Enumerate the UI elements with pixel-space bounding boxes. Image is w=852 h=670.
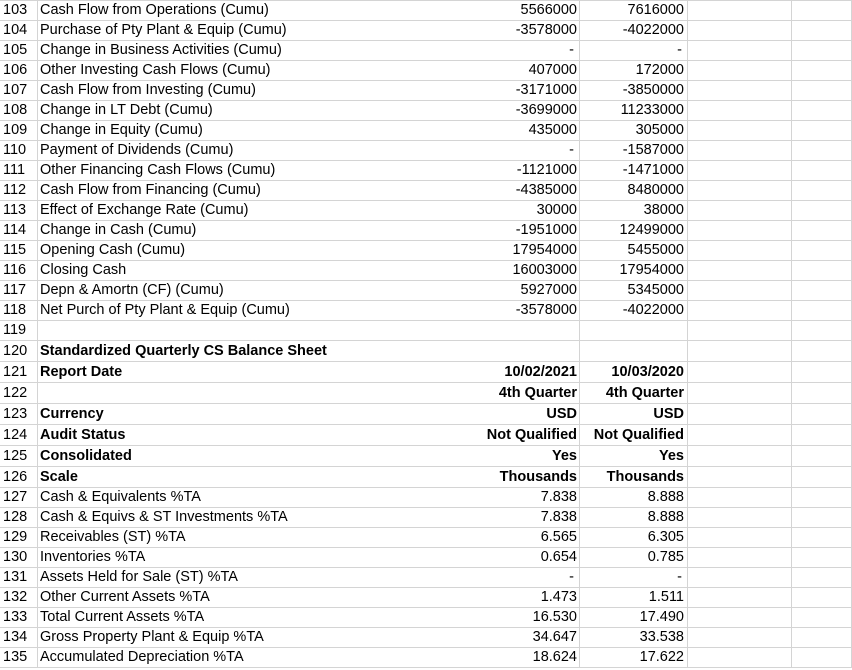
label-cell[interactable]: Payment of Dividends (Cumu) bbox=[40, 142, 234, 158]
value-cell-col1[interactable]: - bbox=[480, 141, 580, 160]
label-cell[interactable]: Scale bbox=[40, 469, 78, 485]
value-cell-col2[interactable] bbox=[580, 341, 688, 361]
empty-cell[interactable] bbox=[688, 221, 792, 240]
empty-cell[interactable] bbox=[792, 41, 852, 60]
empty-cell[interactable] bbox=[792, 648, 852, 667]
value-cell-col2[interactable]: 17954000 bbox=[580, 261, 688, 280]
empty-cell[interactable] bbox=[688, 21, 792, 40]
empty-cell[interactable] bbox=[792, 261, 852, 280]
value-cell-col2[interactable]: 172000 bbox=[580, 61, 688, 80]
table-row bbox=[0, 281, 852, 301]
label-cell[interactable]: Gross Property Plant & Equip %TA bbox=[40, 629, 264, 645]
empty-cell[interactable] bbox=[792, 121, 852, 140]
empty-cell[interactable] bbox=[792, 281, 852, 300]
value-cell-col1[interactable]: 407000 bbox=[480, 61, 580, 80]
value-cell-col1[interactable]: 435000 bbox=[480, 121, 580, 140]
empty-cell[interactable] bbox=[688, 141, 792, 160]
empty-cell[interactable] bbox=[792, 508, 852, 527]
label-cell[interactable]: Change in Business Activities (Cumu) bbox=[40, 42, 282, 58]
table-row bbox=[0, 628, 852, 648]
empty-cell[interactable] bbox=[792, 383, 852, 403]
label-cell[interactable]: Cash Flow from Investing (Cumu) bbox=[40, 82, 256, 98]
value-cell-col2[interactable]: Thousands bbox=[580, 467, 688, 487]
row-number[interactable]: 124 bbox=[0, 425, 38, 445]
value-cell-col2[interactable]: Yes bbox=[580, 446, 688, 466]
value-cell-col1[interactable]: Yes bbox=[480, 446, 580, 466]
table-row bbox=[0, 508, 852, 528]
label-cell[interactable]: Audit Status bbox=[40, 427, 126, 443]
label-cell[interactable]: Change in Cash (Cumu) bbox=[40, 222, 197, 238]
table-row bbox=[0, 425, 852, 446]
table-row bbox=[0, 181, 852, 201]
table-row bbox=[0, 467, 852, 488]
row-number[interactable]: 106 bbox=[0, 61, 38, 80]
row-number[interactable]: 129 bbox=[0, 528, 38, 547]
empty-cell[interactable] bbox=[688, 383, 792, 403]
value-cell-col1[interactable]: -3578000 bbox=[480, 301, 580, 320]
table-row bbox=[0, 161, 852, 181]
value-cell-col1[interactable]: 30000 bbox=[480, 201, 580, 220]
row-number[interactable]: 103 bbox=[0, 1, 38, 20]
label-cell[interactable]: Receivables (ST) %TA bbox=[40, 529, 186, 545]
table-row bbox=[0, 121, 852, 141]
value-cell-col2[interactable]: -4022000 bbox=[580, 21, 688, 40]
value-cell-col1[interactable]: -3171000 bbox=[480, 81, 580, 100]
value-cell-col2[interactable]: -3850000 bbox=[580, 81, 688, 100]
row-number[interactable]: 117 bbox=[0, 281, 38, 300]
empty-cell[interactable] bbox=[688, 261, 792, 280]
empty-cell[interactable] bbox=[688, 341, 792, 361]
table-row bbox=[0, 341, 852, 362]
value-cell-col2[interactable]: 33.538 bbox=[580, 628, 688, 647]
table-row bbox=[0, 648, 852, 668]
value-cell-col1[interactable]: -1121000 bbox=[480, 161, 580, 180]
label-cell[interactable]: Depn & Amortn (CF) (Cumu) bbox=[40, 282, 224, 298]
empty-cell[interactable] bbox=[688, 161, 792, 180]
table-row bbox=[0, 488, 852, 508]
row-number[interactable]: 125 bbox=[0, 446, 38, 466]
value-cell-col2[interactable]: 305000 bbox=[580, 121, 688, 140]
empty-cell[interactable] bbox=[792, 161, 852, 180]
empty-cell[interactable] bbox=[688, 488, 792, 507]
label-cell[interactable]: Cash Flow from Operations (Cumu) bbox=[40, 2, 269, 18]
table-row bbox=[0, 568, 852, 588]
empty-cell[interactable] bbox=[792, 628, 852, 647]
empty-cell[interactable] bbox=[792, 81, 852, 100]
row-number[interactable]: 127 bbox=[0, 488, 38, 507]
empty-cell[interactable] bbox=[688, 446, 792, 466]
value-cell-col2[interactable]: USD bbox=[580, 404, 688, 424]
label-cell[interactable]: Total Current Assets %TA bbox=[40, 609, 205, 625]
label-cell[interactable]: Other Current Assets %TA bbox=[40, 589, 210, 605]
empty-cell[interactable] bbox=[792, 141, 852, 160]
empty-cell[interactable] bbox=[688, 648, 792, 667]
empty-cell[interactable] bbox=[792, 446, 852, 466]
empty-cell[interactable] bbox=[792, 21, 852, 40]
value-cell-col2[interactable]: 12499000 bbox=[580, 221, 688, 240]
label-cell[interactable]: Opening Cash (Cumu) bbox=[40, 242, 186, 258]
label-cell[interactable]: Assets Held for Sale (ST) %TA bbox=[40, 569, 238, 585]
empty-cell[interactable] bbox=[688, 568, 792, 587]
value-cell-col1[interactable]: 4th Quarter bbox=[480, 383, 580, 403]
row-number[interactable]: 104 bbox=[0, 21, 38, 40]
empty-cell[interactable] bbox=[688, 548, 792, 567]
row-number[interactable]: 123 bbox=[0, 404, 38, 424]
value-cell-col1[interactable]: 16.530 bbox=[480, 608, 580, 627]
row-number[interactable]: 113 bbox=[0, 201, 38, 220]
empty-cell[interactable] bbox=[688, 1, 792, 20]
empty-cell[interactable] bbox=[688, 404, 792, 424]
table-row bbox=[0, 41, 852, 61]
table-row bbox=[0, 261, 852, 281]
empty-cell[interactable] bbox=[688, 508, 792, 527]
empty-cell[interactable] bbox=[792, 568, 852, 587]
empty-cell[interactable] bbox=[688, 321, 792, 340]
value-cell-col1[interactable]: 5566000 bbox=[480, 1, 580, 20]
value-cell-col1[interactable]: 34.647 bbox=[480, 628, 580, 647]
empty-cell[interactable] bbox=[688, 281, 792, 300]
label-cell[interactable]: Consolidated bbox=[40, 448, 132, 464]
value-cell-col1[interactable]: 17954000 bbox=[480, 241, 580, 260]
label-cell[interactable]: Currency bbox=[40, 406, 104, 422]
value-cell-col1[interactable]: -3699000 bbox=[480, 101, 580, 120]
value-cell-col1[interactable]: 5927000 bbox=[480, 281, 580, 300]
value-cell-col2[interactable]: 6.305 bbox=[580, 528, 688, 547]
value-cell-col1[interactable] bbox=[480, 321, 580, 340]
row-number[interactable]: 107 bbox=[0, 81, 38, 100]
table-row bbox=[0, 61, 852, 81]
value-cell-col2[interactable]: -4022000 bbox=[580, 301, 688, 320]
empty-cell[interactable] bbox=[792, 321, 852, 340]
value-cell-col2[interactable]: 38000 bbox=[580, 201, 688, 220]
value-cell-col2[interactable]: - bbox=[580, 41, 688, 60]
value-cell-col1[interactable]: 16003000 bbox=[480, 261, 580, 280]
value-cell-col1[interactable] bbox=[480, 341, 580, 361]
value-cell-col1[interactable]: 7.838 bbox=[480, 508, 580, 527]
value-cell-col2[interactable]: -1587000 bbox=[580, 141, 688, 160]
row-number[interactable]: 133 bbox=[0, 608, 38, 627]
empty-cell[interactable] bbox=[792, 341, 852, 361]
empty-cell[interactable] bbox=[688, 101, 792, 120]
value-cell-col2[interactable]: Not Qualified bbox=[580, 425, 688, 445]
value-cell-col2[interactable]: 10/03/2020 bbox=[580, 362, 688, 382]
empty-cell[interactable] bbox=[688, 628, 792, 647]
empty-cell[interactable] bbox=[792, 467, 852, 487]
row-number[interactable]: 122 bbox=[0, 383, 38, 403]
empty-cell[interactable] bbox=[688, 181, 792, 200]
row-number[interactable]: 108 bbox=[0, 101, 38, 120]
empty-cell[interactable] bbox=[792, 61, 852, 80]
row-number[interactable]: 118 bbox=[0, 301, 38, 320]
empty-cell[interactable] bbox=[688, 588, 792, 607]
value-cell-col1[interactable]: 6.565 bbox=[480, 528, 580, 547]
empty-cell[interactable] bbox=[792, 488, 852, 507]
table-row bbox=[0, 588, 852, 608]
value-cell-col1[interactable]: -1951000 bbox=[480, 221, 580, 240]
empty-cell[interactable] bbox=[688, 201, 792, 220]
label-cell[interactable]: Report Date bbox=[40, 364, 123, 380]
value-cell-col2[interactable]: 5345000 bbox=[580, 281, 688, 300]
value-cell-col1[interactable]: -4385000 bbox=[480, 181, 580, 200]
row-number[interactable]: 114 bbox=[0, 221, 38, 240]
row-number[interactable]: 131 bbox=[0, 568, 38, 587]
label-cell[interactable]: Inventories %TA bbox=[40, 549, 146, 565]
label-cell[interactable]: Purchase of Pty Plant & Equip (Cumu) bbox=[40, 22, 287, 38]
empty-cell[interactable] bbox=[688, 425, 792, 445]
empty-cell[interactable] bbox=[792, 404, 852, 424]
label-cell[interactable]: Cash & Equivs & ST Investments %TA bbox=[40, 509, 288, 525]
table-row bbox=[0, 221, 852, 241]
value-cell-col2[interactable]: 7616000 bbox=[580, 1, 688, 20]
table-row bbox=[0, 383, 852, 404]
value-cell-col2[interactable]: 8.888 bbox=[580, 488, 688, 507]
label-cell[interactable]: Cash & Equivalents %TA bbox=[40, 489, 201, 505]
empty-cell[interactable] bbox=[688, 241, 792, 260]
empty-cell[interactable] bbox=[792, 301, 852, 320]
value-cell-col2[interactable]: 4th Quarter bbox=[580, 383, 688, 403]
value-cell-col2[interactable]: 5455000 bbox=[580, 241, 688, 260]
empty-cell[interactable] bbox=[688, 41, 792, 60]
value-cell-col2[interactable]: 17.490 bbox=[580, 608, 688, 627]
row-number[interactable]: 109 bbox=[0, 121, 38, 140]
empty-cell[interactable] bbox=[688, 467, 792, 487]
empty-cell[interactable] bbox=[688, 81, 792, 100]
row-number[interactable]: 116 bbox=[0, 261, 38, 280]
label-cell[interactable]: Effect of Exchange Rate (Cumu) bbox=[40, 202, 249, 218]
row-number[interactable]: 110 bbox=[0, 141, 38, 160]
value-cell-col2[interactable]: 0.785 bbox=[580, 548, 688, 567]
empty-cell[interactable] bbox=[688, 608, 792, 627]
empty-cell[interactable] bbox=[688, 362, 792, 382]
empty-cell[interactable] bbox=[688, 301, 792, 320]
label-cell[interactable]: Change in LT Debt (Cumu) bbox=[40, 102, 213, 118]
empty-cell[interactable] bbox=[792, 181, 852, 200]
label-cell[interactable] bbox=[38, 383, 480, 403]
empty-cell[interactable] bbox=[792, 221, 852, 240]
table-row bbox=[0, 321, 852, 341]
value-cell-col1[interactable]: - bbox=[480, 41, 580, 60]
value-cell-col1[interactable]: - bbox=[480, 568, 580, 587]
label-cell[interactable]: Standardized Quarterly CS Balance Sheet bbox=[40, 343, 327, 359]
value-cell-col1[interactable]: 7.838 bbox=[480, 488, 580, 507]
empty-cell[interactable] bbox=[792, 588, 852, 607]
value-cell-col1[interactable]: Not Qualified bbox=[480, 425, 580, 445]
label-cell[interactable]: Accumulated Depreciation %TA bbox=[40, 649, 244, 665]
table-row bbox=[0, 241, 852, 261]
label-cell[interactable]: Net Purch of Pty Plant & Equip (Cumu) bbox=[40, 302, 290, 318]
row-number[interactable]: 105 bbox=[0, 41, 38, 60]
label-cell[interactable]: Other Investing Cash Flows (Cumu) bbox=[40, 62, 271, 78]
value-cell-col1[interactable]: 0.654 bbox=[480, 548, 580, 567]
value-cell-col1[interactable]: 1.473 bbox=[480, 588, 580, 607]
value-cell-col1[interactable]: Thousands bbox=[480, 467, 580, 487]
row-number[interactable]: 132 bbox=[0, 588, 38, 607]
value-cell-col2[interactable]: 8480000 bbox=[580, 181, 688, 200]
empty-cell[interactable] bbox=[688, 61, 792, 80]
table-row bbox=[0, 362, 852, 383]
row-number[interactable]: 130 bbox=[0, 548, 38, 567]
table-row bbox=[0, 404, 852, 425]
row-number[interactable]: 120 bbox=[0, 341, 38, 361]
empty-cell[interactable] bbox=[792, 528, 852, 547]
empty-cell[interactable] bbox=[792, 608, 852, 627]
label-cell[interactable] bbox=[38, 321, 480, 340]
empty-cell[interactable] bbox=[792, 425, 852, 445]
table-row bbox=[0, 528, 852, 548]
table-row bbox=[0, 548, 852, 568]
table-row bbox=[0, 101, 852, 121]
row-number[interactable]: 134 bbox=[0, 628, 38, 647]
row-number[interactable]: 112 bbox=[0, 181, 38, 200]
label-cell[interactable]: Change in Equity (Cumu) bbox=[40, 122, 203, 138]
empty-cell[interactable] bbox=[792, 548, 852, 567]
value-cell-col2[interactable]: - bbox=[580, 568, 688, 587]
row-number[interactable]: 115 bbox=[0, 241, 38, 260]
row-number[interactable]: 126 bbox=[0, 467, 38, 487]
table-row bbox=[0, 81, 852, 101]
row-number[interactable]: 135 bbox=[0, 648, 38, 667]
value-cell-col2[interactable]: 17.622 bbox=[580, 648, 688, 667]
empty-cell[interactable] bbox=[792, 241, 852, 260]
label-cell[interactable]: Closing Cash bbox=[40, 262, 127, 278]
table-row bbox=[0, 21, 852, 41]
value-cell-col2[interactable]: 8.888 bbox=[580, 508, 688, 527]
value-cell-col2[interactable]: 1.511 bbox=[580, 588, 688, 607]
row-number[interactable]: 128 bbox=[0, 508, 38, 527]
table-row bbox=[0, 608, 852, 628]
label-cell[interactable]: Other Financing Cash Flows (Cumu) bbox=[40, 162, 276, 178]
table-row bbox=[0, 446, 852, 467]
empty-cell[interactable] bbox=[688, 528, 792, 547]
value-cell-col1[interactable]: -3578000 bbox=[480, 21, 580, 40]
value-cell-col2[interactable]: -1471000 bbox=[580, 161, 688, 180]
row-number[interactable]: 111 bbox=[0, 161, 38, 180]
table-row bbox=[0, 301, 852, 321]
label-cell[interactable]: Cash Flow from Financing (Cumu) bbox=[40, 182, 261, 198]
empty-cell[interactable] bbox=[792, 362, 852, 382]
table-row bbox=[0, 201, 852, 221]
row-number[interactable]: 121 bbox=[0, 362, 38, 382]
table-row bbox=[0, 141, 852, 161]
row-number[interactable]: 119 bbox=[0, 321, 38, 340]
empty-cell[interactable] bbox=[792, 101, 852, 120]
value-cell-col1[interactable]: USD bbox=[480, 404, 580, 424]
empty-cell[interactable] bbox=[688, 121, 792, 140]
value-cell-col1[interactable]: 18.624 bbox=[480, 648, 580, 667]
empty-cell[interactable] bbox=[792, 1, 852, 20]
value-cell-col1[interactable]: 10/02/2021 bbox=[480, 362, 580, 382]
table-row bbox=[0, 1, 852, 21]
value-cell-col2[interactable]: 11233000 bbox=[580, 101, 688, 120]
value-cell-col2[interactable] bbox=[580, 321, 688, 340]
empty-cell[interactable] bbox=[792, 201, 852, 220]
